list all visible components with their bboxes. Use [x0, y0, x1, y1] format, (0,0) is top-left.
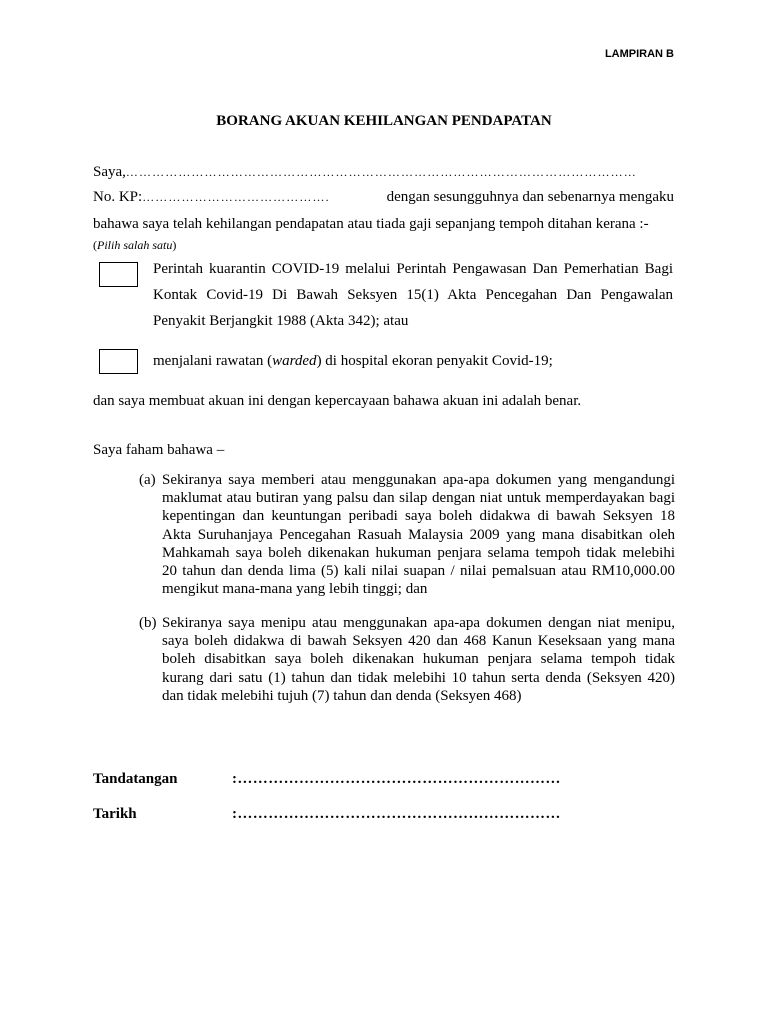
date-field[interactable]: :………………………………………………………	[232, 806, 561, 822]
ic-number-label: No. KP:	[93, 189, 143, 205]
choose-one-note: (Pilih salah satu)	[93, 238, 177, 252]
ic-number-field[interactable]: …………………………………….	[142, 190, 330, 204]
loss-of-income-line: bahawa saya telah kehilangan pendapatan atau tiada gaji sepanjang tempoh ditahan kerana :-	[93, 216, 649, 232]
clause-b-marker: (b)	[139, 615, 157, 631]
quarantine-order-checkbox[interactable]	[99, 262, 138, 287]
clause-a-text: Sekiranya saya memberi atau menggunakan apa-apa dokumen yang mengandungi maklumat atau butiran yang palsu dan silap dengan niat untuk memperdayakan bagi kepentingan dan keuntungan peribadi saya boleh didakwa di bawah Seksyen 18 Akta Suruhanjaya Pencegahan Rasuah Malaysia 2009 yang mana disabitkan oleh Mahkamah saya boleh dikenakan hukuman penjara selama tempoh tidak melebihi 20 tahun dan denda lima (5) kali nilai suapan / nilai pemalsuan atau RM10,000.00 mengikut mana-mana yang lebih tinggi; dan	[162, 472, 675, 598]
name-field[interactable]: ………………………………………………………………………………………………………	[125, 165, 637, 179]
quarantine-order-option: Perintah kuarantin COVID-19 melalui Perintah Pengawasan Dan Pemerhatian Bagi Kontak Covid-19 Di Bawah Seksyen 15(1) Akta Pencegahan Dan Pengawalan Penyakit Berjangkit 1988 (Akta 342); atau	[153, 261, 673, 329]
signature-label: Tandatangan	[93, 771, 178, 787]
form-title: BORANG AKUAN KEHILANGAN PENDAPATAN	[216, 113, 552, 129]
appendix-label: LAMPIRAN B	[604, 48, 674, 60]
clause-a	[139, 471, 675, 598]
clause-b	[139, 614, 675, 705]
choose-one-text: Pilih salah satu	[97, 238, 173, 252]
date-label: Tarikh	[93, 806, 137, 822]
understanding-intro: Saya faham bahawa –	[93, 442, 225, 458]
ic-number-line	[93, 189, 674, 206]
name-line	[93, 164, 637, 181]
hospital-warded-checkbox[interactable]	[99, 349, 138, 374]
name-label: Saya,	[93, 164, 126, 180]
warded-text: warded	[272, 353, 317, 369]
declaration-text: dengan sesungguhnya dan sebenarnya mengaku	[386, 189, 674, 205]
hospital-warded-option: menjalani rawatan (warded) di hospital ekoran penyakit Covid-19;	[153, 353, 553, 369]
belief-statement: dan saya membuat akuan ini dengan kepercayaan bahawa akuan ini adalah benar.	[93, 393, 582, 409]
signature-field[interactable]: :………………………………………………………	[232, 771, 561, 787]
clause-b-text: Sekiranya saya menipu atau menggunakan apa-apa dokumen dengan niat menipu, saya boleh didakwa di bawah Seksyen 420 dan 468 Kanun Keseksaan yang mana boleh disabitkan saya boleh dikenakan hukuman penjara selama tempoh tidak kurang dari satu (1) tahun dan tidak melebihi 10 tahun serta denda (Seksyen 420) dan tidak melebihi tujuh (7) tahun dan denda (Seksyen 468)	[162, 615, 675, 704]
clause-a-marker: (a)	[139, 472, 156, 488]
